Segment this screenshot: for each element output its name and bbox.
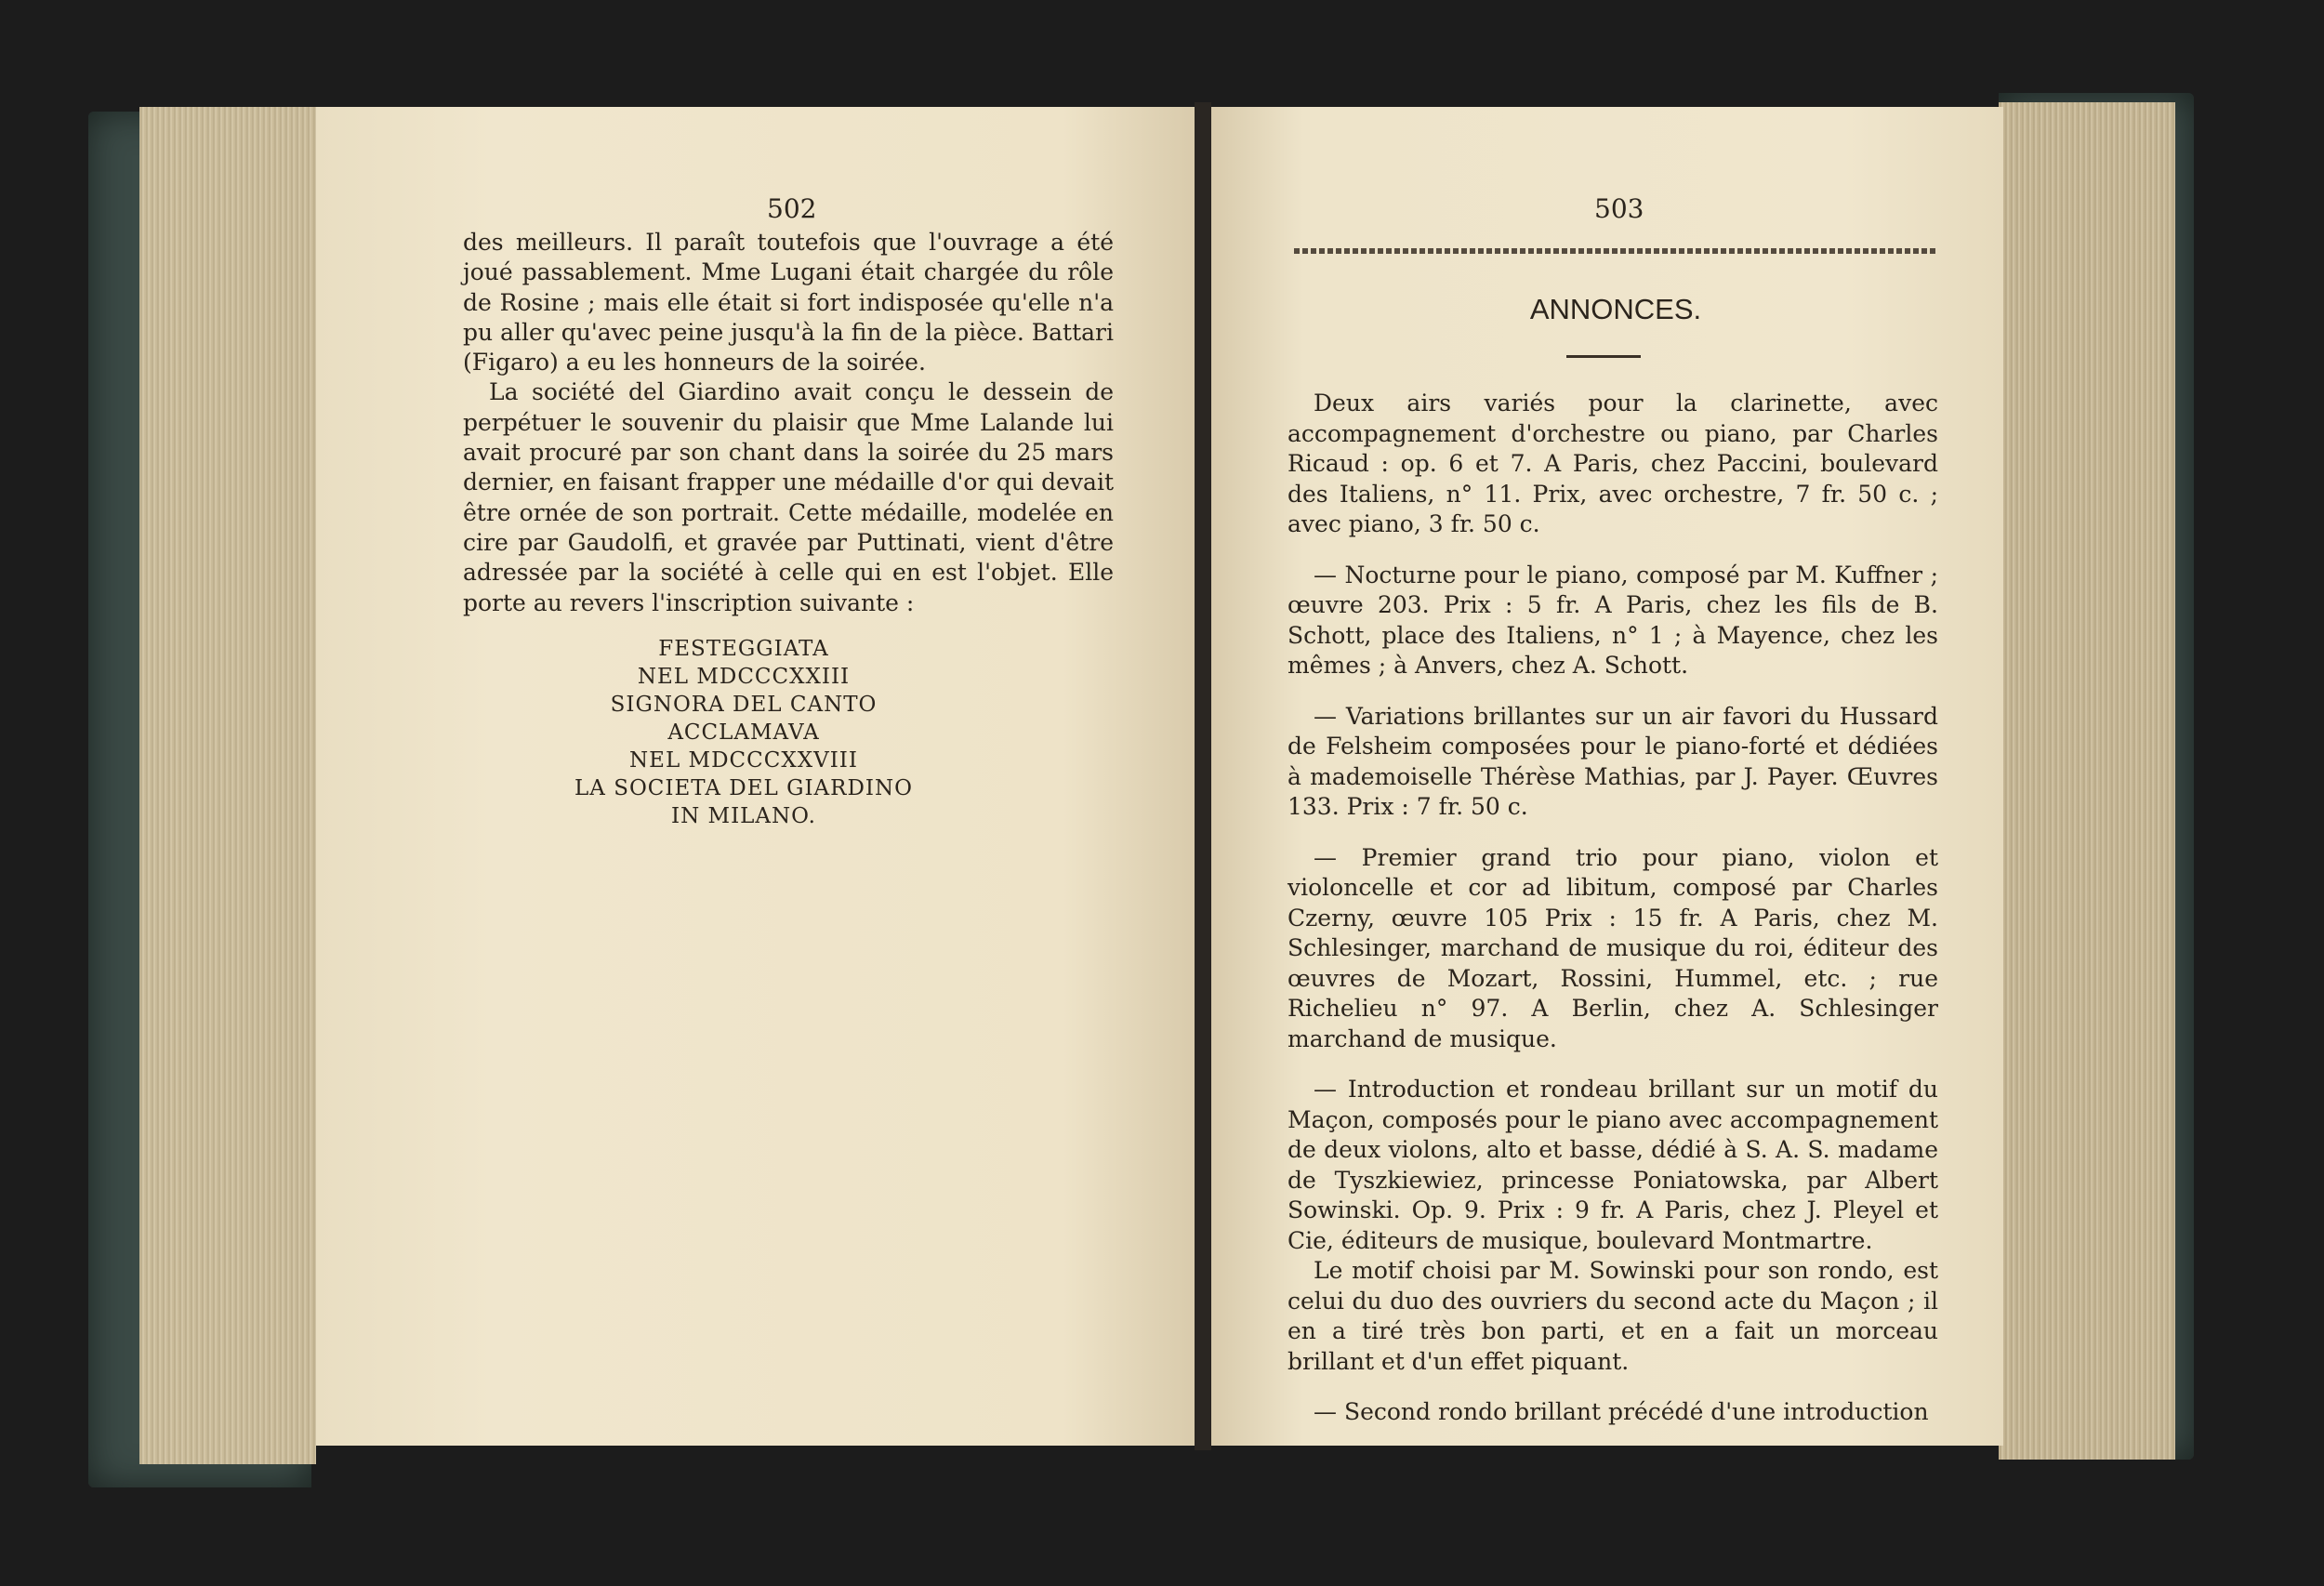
page-edges-left <box>139 107 316 1464</box>
inscription-line: FESTEGGIATA <box>658 637 829 661</box>
paragraph: La société del Giardino avait conçu le dessein de perpétuer le souvenir du plaisir que Mme Lalande lui avait procuré par son chant dans la soirée du 25 mars dernier, en faisant frapper une médaille d'or qui devait être ornée de son portrait. Cette médaille, modelée en cire par Gaudolfi, et gravée par Puttinati, vient d'être adressée par la société à celle qui en est l'objet. Elle porte au revers l'inscription suivante : <box>463 378 1114 616</box>
inscription-line: NEL MDCCCXXVIII <box>629 748 858 773</box>
announcement-entry: Deux airs variés pour la clarinette, avec accompagnement d'orchestre ou piano, par Charles Ricaud : op. 6 et 7. A Paris, chez Paccini, boulevard des Italiens, n° 11. Prix, avec orchestre, 7 fr. 50 c. ; avec piano, 3 fr. 50 c. <box>1287 390 1938 537</box>
ornamental-rule <box>1294 248 1937 254</box>
page-number-right: 503 <box>1594 193 1644 224</box>
inscription-line: IN MILANO. <box>671 804 816 828</box>
book-gutter <box>1195 102 1211 1450</box>
section-heading: ANNONCES. <box>1529 293 1702 325</box>
inscription-line: LA SOCIETA DEL GIARDINO <box>574 776 913 800</box>
page-number-left: 502 <box>767 193 817 224</box>
announcement-entry: — Nocturne pour le piano, composé par M. Kuffner ; œuvre 203. Prix : 5 fr. A Paris, chez les fils de B. Schott, place des Italiens, n° 1 ; à Mayence, chez les mêmes ; à Anvers, chez A. Schott. <box>1287 561 1938 679</box>
announcement-entry: — Introduction et rondeau brillant sur un motif du Maçon, composés pour le piano avec accompagnement de deux violons, alto et basse, dédié à S. A. S. madame de Tyszkiewiez, princesse Poniatowska, par Albert Sowinski. Op. 9. Prix : 9 fr. A Paris, chez J. Pleyel et Cie, éditeurs de musique, boulevard Montmartre. <box>1287 1076 1938 1254</box>
inscription-line: SIGNORA DEL CANTO <box>610 693 878 717</box>
announcements-list <box>1287 389 1938 1448</box>
inscription-line: ACCLAMAVA <box>667 720 820 745</box>
inscription-line: NEL MDCCCXXIII <box>637 665 851 689</box>
left-page-text <box>463 228 1114 618</box>
announcement-entry: — Premier grand trio pour piano, violon et violoncelle et cor ad libitum, composé par Charles Czerny, œuvre 105 Prix : 15 fr. A Paris, chez M. Schlesinger, marchand de musique du roi, éditeur des œuvres de Mozart, Rossini, Hummel, etc. ; rue Richelieu n° 97. A Berlin, chez A. Schlesinger marchand de musique. <box>1287 843 1938 1052</box>
announcement-entry: — Variations brillantes sur un air favori du Hussard de Felsheim composées pour le piano-forté et dédiées à mademoiselle Thérèse Mathias, par J. Payer. Œuvres 133. Prix : 7 fr. 50 c. <box>1287 702 1938 820</box>
medal-inscription <box>558 635 930 830</box>
paragraph: des meilleurs. Il paraît toutefois que l'ouvrage a été joué passablement. Mme Lugani était chargée du rôle de Rosine ; mais elle était si fort indisposée qu'elle n'a pu aller qu'avec peine jusqu'à la fin de la pièce. Battari (Figaro) a eu les honneurs de la soirée. <box>463 229 1114 377</box>
page-edges-right <box>1999 102 2175 1460</box>
announcement-entry: Le motif choisi par M. Sowinski pour son rondo, est celui du duo des ouvriers du second acte du Maçon ; il en a tiré très bon parti, et en a fait un morceau brillant et d'un effet piquant. <box>1287 1257 1938 1375</box>
heading-underline <box>1566 355 1641 358</box>
announcement-entry: — Second rondo brillant précédé d'une introduction <box>1314 1398 1929 1425</box>
